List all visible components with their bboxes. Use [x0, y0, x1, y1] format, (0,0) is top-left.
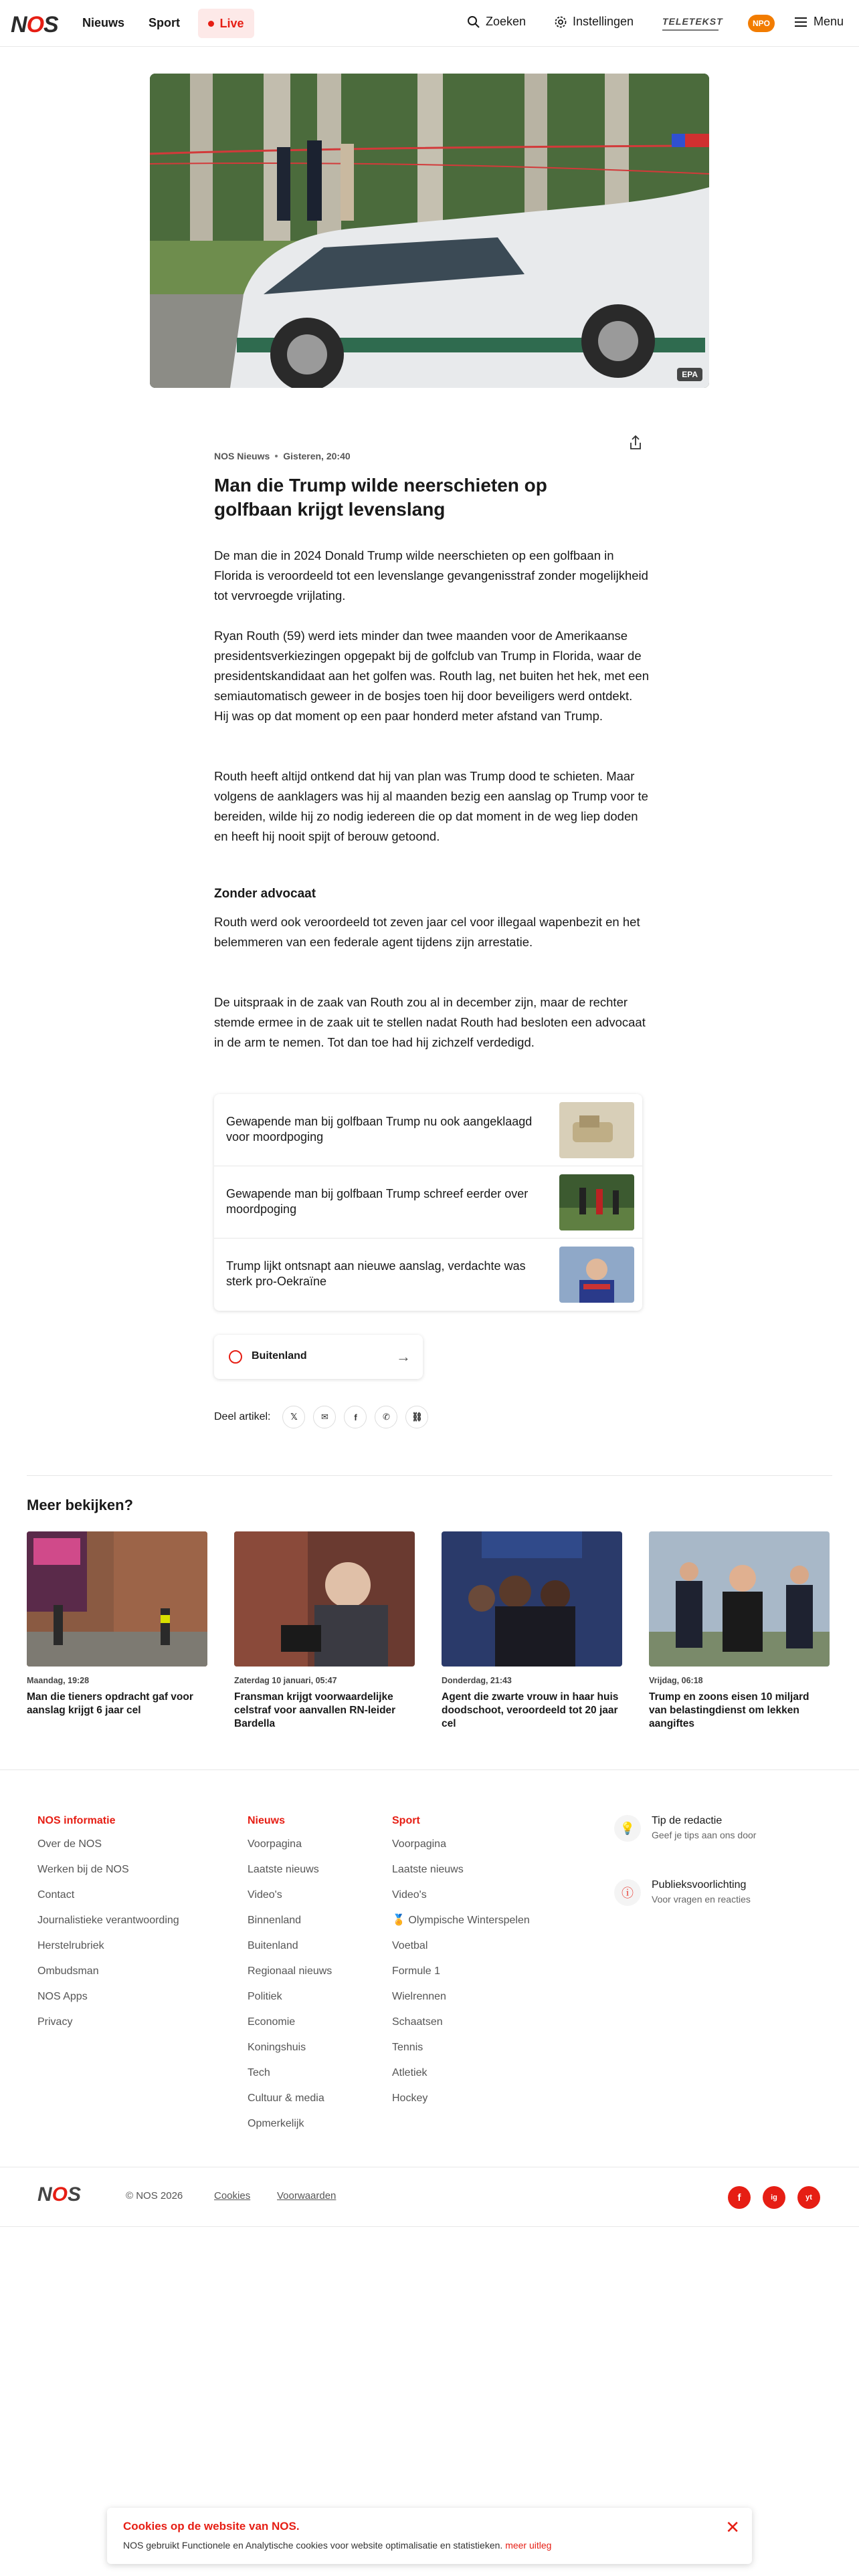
footer-link[interactable]: Koningshuis — [248, 2042, 306, 2053]
youtube-icon[interactable]: yt — [797, 2186, 820, 2209]
more-card-title: Fransman krijgt voorwaardelijke celstraf voor aanvallen RN-leider Bardella — [234, 1691, 396, 1729]
search-icon — [467, 15, 480, 29]
related-article-title: Gewapende man bij golfbaan Trump nu ook aangeklaagd voor moordpoging — [226, 1115, 533, 1144]
footer-link[interactable]: Voetbal — [392, 1940, 428, 1951]
footer-link[interactable]: Schaatsen — [392, 2016, 443, 2028]
article-paragraph: De man die in 2024 Donald Trump wilde neerschieten op een golfbaan in Florida is veroordeeld tot een levenslange gevangenisstraf zonder mogelijkheid tot vervroegde vrijlating. — [214, 548, 648, 603]
link-icon: ⛓ — [411, 1412, 423, 1422]
footer-link[interactable]: Cultuur & media — [248, 2092, 324, 2104]
settings-button[interactable] — [554, 15, 634, 29]
footer-link[interactable]: Formule 1 — [392, 1965, 441, 1977]
cookie-body-text: NOS gebruikt Functionele en Analytische cookies voor website optimalisatie en statistieken. — [123, 2540, 503, 2551]
more-card-image — [234, 1531, 415, 1667]
footer-link[interactable]: Herstelrubriek — [37, 1940, 104, 1951]
teletekst-logo[interactable]: TELETEKST — [662, 16, 719, 31]
footer-link[interactable]: Hockey — [392, 2092, 428, 2104]
live-dot-icon — [208, 21, 214, 27]
more-card-date: Maandag, 19:28 — [27, 1676, 90, 1685]
related-article-title: Gewapende man bij golfbaan Trump schreef eerder over moordpoging — [226, 1187, 529, 1216]
press-subtitle: Voor vragen en reacties — [652, 1894, 751, 1905]
share-icon — [626, 433, 645, 452]
live-button[interactable] — [198, 9, 254, 38]
footer-link[interactable]: Journalistieke verantwoording — [37, 1915, 179, 1926]
more-section-title: Meer bekijken? — [27, 1497, 133, 1513]
instagram-icon[interactable]: ig — [763, 2186, 785, 2209]
article-meta — [214, 451, 351, 461]
more-card-date: Zaterdag 10 januari, 05:47 — [234, 1676, 337, 1685]
related-article-thumbnail — [559, 1102, 634, 1158]
more-card-date: Donderdag, 21:43 — [442, 1676, 512, 1685]
footer-link[interactable]: NOS Apps — [37, 1991, 88, 2002]
meta-separator — [275, 455, 278, 457]
footer-link[interactable]: Video's — [392, 1889, 427, 1901]
footer-link[interactable]: Contact — [37, 1889, 75, 1901]
footer-link[interactable]: Tech — [248, 2067, 270, 2078]
article-paragraph: De uitspraak in de zaak van Routh zou al in december zijn, maar de rechter stemde ermee in de zaak uit te stellen nadat Routh had besloten een advocaat in de arm te nemen. Tot dan toe had hij zichzelf verdedigd. — [214, 995, 646, 1049]
related-article-title: Trump lijkt ontsnapt aan nieuwe aanslag, verdachte was sterk pro-Oekraïne — [226, 1259, 526, 1288]
related-article[interactable] — [214, 1166, 642, 1239]
footer-column-heading: Nieuws — [248, 1815, 286, 1826]
footer-link[interactable]: Economie — [248, 2016, 296, 2028]
article-paragraph: Ryan Routh (59) werd iets minder dan twee maanden voor de Amerikaanse presidentsverkiezingen opgepakt bij de golfclub van Trump in Florida, waar de presidentskandidaat aan het golfen was. Routh lag, net buiten het hek, met een semiautomatisch geweer in de bosjes toen hij door beveiligers werd ontdekt. Hij was op dat moment op een paar honderd meter afstand van Trump. — [214, 629, 650, 723]
live-label: Live — [219, 16, 244, 30]
category-button-buitenland[interactable] — [214, 1335, 423, 1379]
gear-icon — [554, 15, 567, 29]
hero-image — [150, 74, 709, 388]
top-navigation — [0, 0, 859, 47]
settings-label: Instellingen — [573, 15, 634, 28]
copyright: © NOS 2026 — [126, 2190, 183, 2202]
globe-icon — [229, 1350, 242, 1364]
share-link-button[interactable] — [405, 1406, 428, 1428]
share-mail-button[interactable] — [313, 1406, 336, 1428]
cookie-body — [123, 2540, 551, 2551]
article-title: Man die Trump wilde neerschieten op golfbaan krijgt levenslang — [214, 475, 547, 520]
nav-sport[interactable]: Sport — [149, 16, 180, 29]
more-card-title: Man die tieners opdracht gaf voor aanslag krijgt 6 jaar cel — [27, 1691, 193, 1716]
share-label: Deel artikel: — [214, 1411, 271, 1422]
footer-link[interactable]: Laatste nieuws — [392, 1864, 464, 1875]
footer-link[interactable]: Over de NOS — [37, 1838, 102, 1850]
footer-link[interactable]: Ombudsman — [37, 1965, 99, 1977]
info-icon: ⓘ — [614, 1879, 641, 1906]
close-icon[interactable]: ✕ — [725, 2517, 740, 2537]
footer-link[interactable]: Buitenland — [248, 1940, 298, 1951]
category-label: Buitenland — [252, 1350, 307, 1362]
cookie-banner — [107, 2508, 752, 2564]
footer-nos-logo[interactable]: NOS — [37, 2183, 82, 2206]
cookies-link[interactable]: Cookies — [214, 2190, 251, 2202]
photo-credit: EPA — [677, 368, 702, 381]
more-card-title: Agent die zwarte vrouw in haar huis doodschoot, veroordeeld tot 20 jaar cel — [442, 1691, 619, 1729]
tip-title: Tip de redactie — [652, 1815, 723, 1826]
tip-redactie-link[interactable] — [614, 1815, 756, 1842]
related-article-thumbnail — [559, 1174, 634, 1230]
nav-nieuws[interactable]: Nieuws — [82, 16, 125, 29]
more-card[interactable] — [649, 1531, 830, 1731]
share-facebook-button[interactable] — [344, 1406, 367, 1428]
footer-link[interactable]: Opmerkelijk — [248, 2118, 304, 2129]
footer-link[interactable]: Werken bij de NOS — [37, 1864, 129, 1875]
menu-button[interactable] — [795, 15, 844, 29]
more-card-title: Trump en zoons eisen 10 miljard van belastingdienst om lekken aangiftes — [649, 1691, 809, 1729]
article-source[interactable]: NOS Nieuws — [214, 451, 270, 461]
share-whatsapp-button[interactable] — [375, 1406, 397, 1428]
hamburger-icon — [795, 17, 808, 27]
footer-column-sport — [392, 1815, 530, 2116]
more-card-image — [649, 1531, 830, 1667]
terms-link[interactable]: Voorwaarden — [277, 2190, 337, 2202]
footer-link[interactable]: 🏅 Olympische Winterspelen — [392, 1915, 530, 1926]
more-card[interactable] — [234, 1531, 415, 1731]
related-article[interactable] — [214, 1094, 642, 1166]
share-button[interactable] — [626, 433, 645, 452]
footer-link[interactable]: Atletiek — [392, 2067, 427, 2078]
related-article-thumbnail — [559, 1247, 634, 1303]
footer-column-heading: NOS informatie — [37, 1815, 116, 1826]
footer-link[interactable]: Tennis — [392, 2042, 423, 2053]
more-card[interactable] — [27, 1531, 207, 1717]
footer-link[interactable]: Wielrennen — [392, 1991, 446, 2002]
arrow-right-icon: → — [396, 1348, 411, 1365]
cookie-more-link[interactable]: meer uitleg — [505, 2540, 552, 2551]
footer-link[interactable]: Regionaal nieuws — [248, 1965, 332, 1977]
mail-icon: ✉ — [321, 1412, 328, 1422]
share-x-button[interactable] — [282, 1406, 305, 1428]
footer-column-heading: Sport — [392, 1815, 420, 1826]
facebook-icon[interactable]: f — [728, 2186, 751, 2209]
related-articles — [214, 1094, 642, 1311]
footer-link[interactable]: Voorpagina — [248, 1838, 302, 1850]
footer-link[interactable]: Voorpagina — [392, 1838, 446, 1850]
press-title: Publieksvoorlichting — [652, 1879, 747, 1891]
more-card-image — [442, 1531, 622, 1667]
lightbulb-icon: 💡 — [614, 1815, 641, 1842]
footer-divider — [0, 1769, 859, 1770]
footer-link[interactable]: Video's — [248, 1889, 282, 1901]
footer-column-nieuws — [248, 1815, 332, 2141]
footer-link[interactable]: Politiek — [248, 1991, 282, 2002]
npo-logo[interactable]: NPO — [748, 15, 775, 32]
article-subheading: Zonder advocaat — [214, 887, 316, 901]
publieksvoorlichting-link[interactable] — [614, 1879, 751, 1906]
more-card[interactable] — [442, 1531, 622, 1731]
article-paragraph: Routh werd ook veroordeeld tot zeven jaar cel voor illegaal wapenbezit en het belemmeren van een federale agent tijdens zijn arrestatie. — [214, 915, 640, 949]
share-bar — [214, 1406, 428, 1428]
menu-label: Menu — [814, 15, 844, 28]
tip-subtitle: Geef je tips aan ons door — [652, 1830, 757, 1840]
x-icon: 𝕏 — [290, 1412, 298, 1422]
footer-link[interactable]: Privacy — [37, 2016, 73, 2028]
footer-bottom-bar — [0, 2167, 859, 2227]
article-timestamp: Gisteren, 20:40 — [283, 451, 351, 461]
footer-column-nos-informatie — [37, 1815, 179, 2040]
footer-link[interactable]: Laatste nieuws — [248, 1864, 319, 1875]
nos-logo[interactable]: NOS — [11, 12, 58, 37]
whatsapp-icon: ✆ — [383, 1412, 390, 1422]
facebook-icon: f — [354, 1412, 357, 1422]
section-divider — [27, 1475, 832, 1476]
search-label: Zoeken — [486, 15, 527, 28]
footer-link[interactable]: Binnenland — [248, 1915, 302, 1926]
related-article[interactable] — [214, 1239, 642, 1311]
article-paragraph: Routh heeft altijd ontkend dat hij van plan was Trump dood te schieten. Maar volgens de aanklagers was hij al maanden bezig een aanslag op Trump voor te bereiden, wilde hij zo nodig iedereen die op dat moment in de weg liep doden en heeft hij nooit spijt of berouw getoond. — [214, 769, 648, 843]
search-button[interactable] — [467, 15, 526, 29]
more-card-image — [27, 1531, 207, 1667]
cookie-title: Cookies op de website van NOS. — [123, 2520, 300, 2533]
more-card-date: Vrijdag, 06:18 — [649, 1676, 703, 1685]
